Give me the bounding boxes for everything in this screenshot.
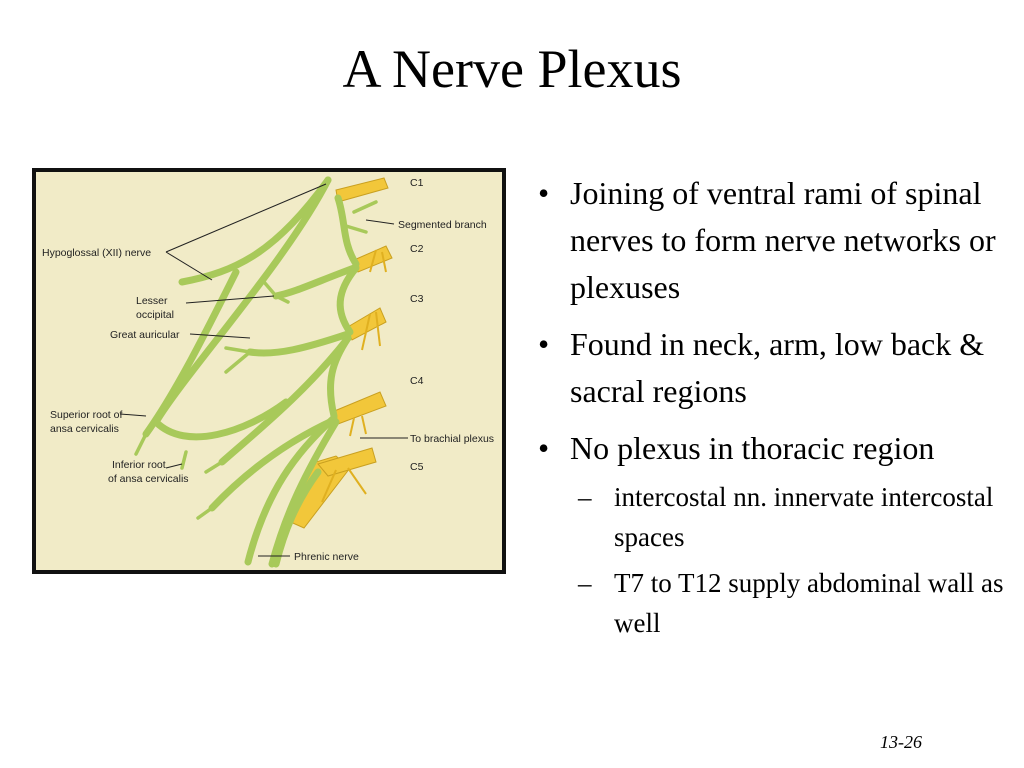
label-c5: C5 (410, 461, 424, 473)
bullet-text: Joining of ventral rami of spinal nerves to form nerve networks or plexuses (570, 175, 996, 306)
label-c4: C4 (410, 375, 424, 387)
ansa-loop (156, 180, 328, 437)
c2-c3-link (340, 268, 356, 332)
label-brachial-plexus: To brachial plexus (410, 433, 495, 445)
label-hypoglossal: Hypoglossal (XII) nerve (42, 247, 152, 259)
slide-number: 13-26 (880, 732, 922, 752)
label-superior-root-2: ansa cervicalis (50, 423, 119, 435)
bullet-item (534, 425, 1014, 644)
slide-title: A Nerve Plexus (342, 39, 682, 99)
nerve-plexus-figure (32, 168, 506, 574)
bullet-item (534, 321, 1014, 415)
c1-c2-link (338, 198, 356, 264)
c1-root (336, 178, 388, 202)
leader-lines (120, 184, 408, 556)
label-c3: C3 (410, 293, 424, 305)
label-lesser-occipital-1: Lesser (136, 295, 168, 307)
bullet-list (534, 170, 1014, 654)
sub-bullet-item (570, 564, 1014, 644)
hypoglossal-nerve-path (182, 180, 328, 282)
label-great-auricular: Great auricular (110, 329, 180, 341)
label-c2: C2 (410, 243, 424, 255)
sub-bullet-item (570, 478, 1014, 558)
sub-bullet-text: intercostal nn. innervate intercostal spaces (614, 482, 994, 553)
nerve-branches (146, 180, 356, 564)
bullet-item (534, 170, 1014, 311)
label-inferior-root-2: of ansa cervicalis (108, 473, 189, 485)
bullet-text: Found in neck, arm, low back & sacral regions (570, 326, 985, 410)
label-superior-root-1: Superior root of (50, 409, 123, 421)
great-auricular-path (250, 334, 348, 353)
label-c1: C1 (410, 177, 424, 189)
sub-bullet-text: T7 to T12 supply abdominal wall as well (614, 568, 1004, 639)
sub-bullet-list (570, 478, 1014, 644)
label-segmented-branch: Segmented branch (398, 219, 487, 231)
label-inferior-root-1: Inferior root (112, 459, 166, 471)
bullet-text: No plexus in thoracic region (570, 430, 935, 467)
label-phrenic: Phrenic nerve (294, 551, 359, 563)
label-lesser-occipital-2: occipital (136, 309, 174, 321)
c4-root (332, 392, 386, 424)
cervical-plexus-diagram (36, 172, 502, 570)
